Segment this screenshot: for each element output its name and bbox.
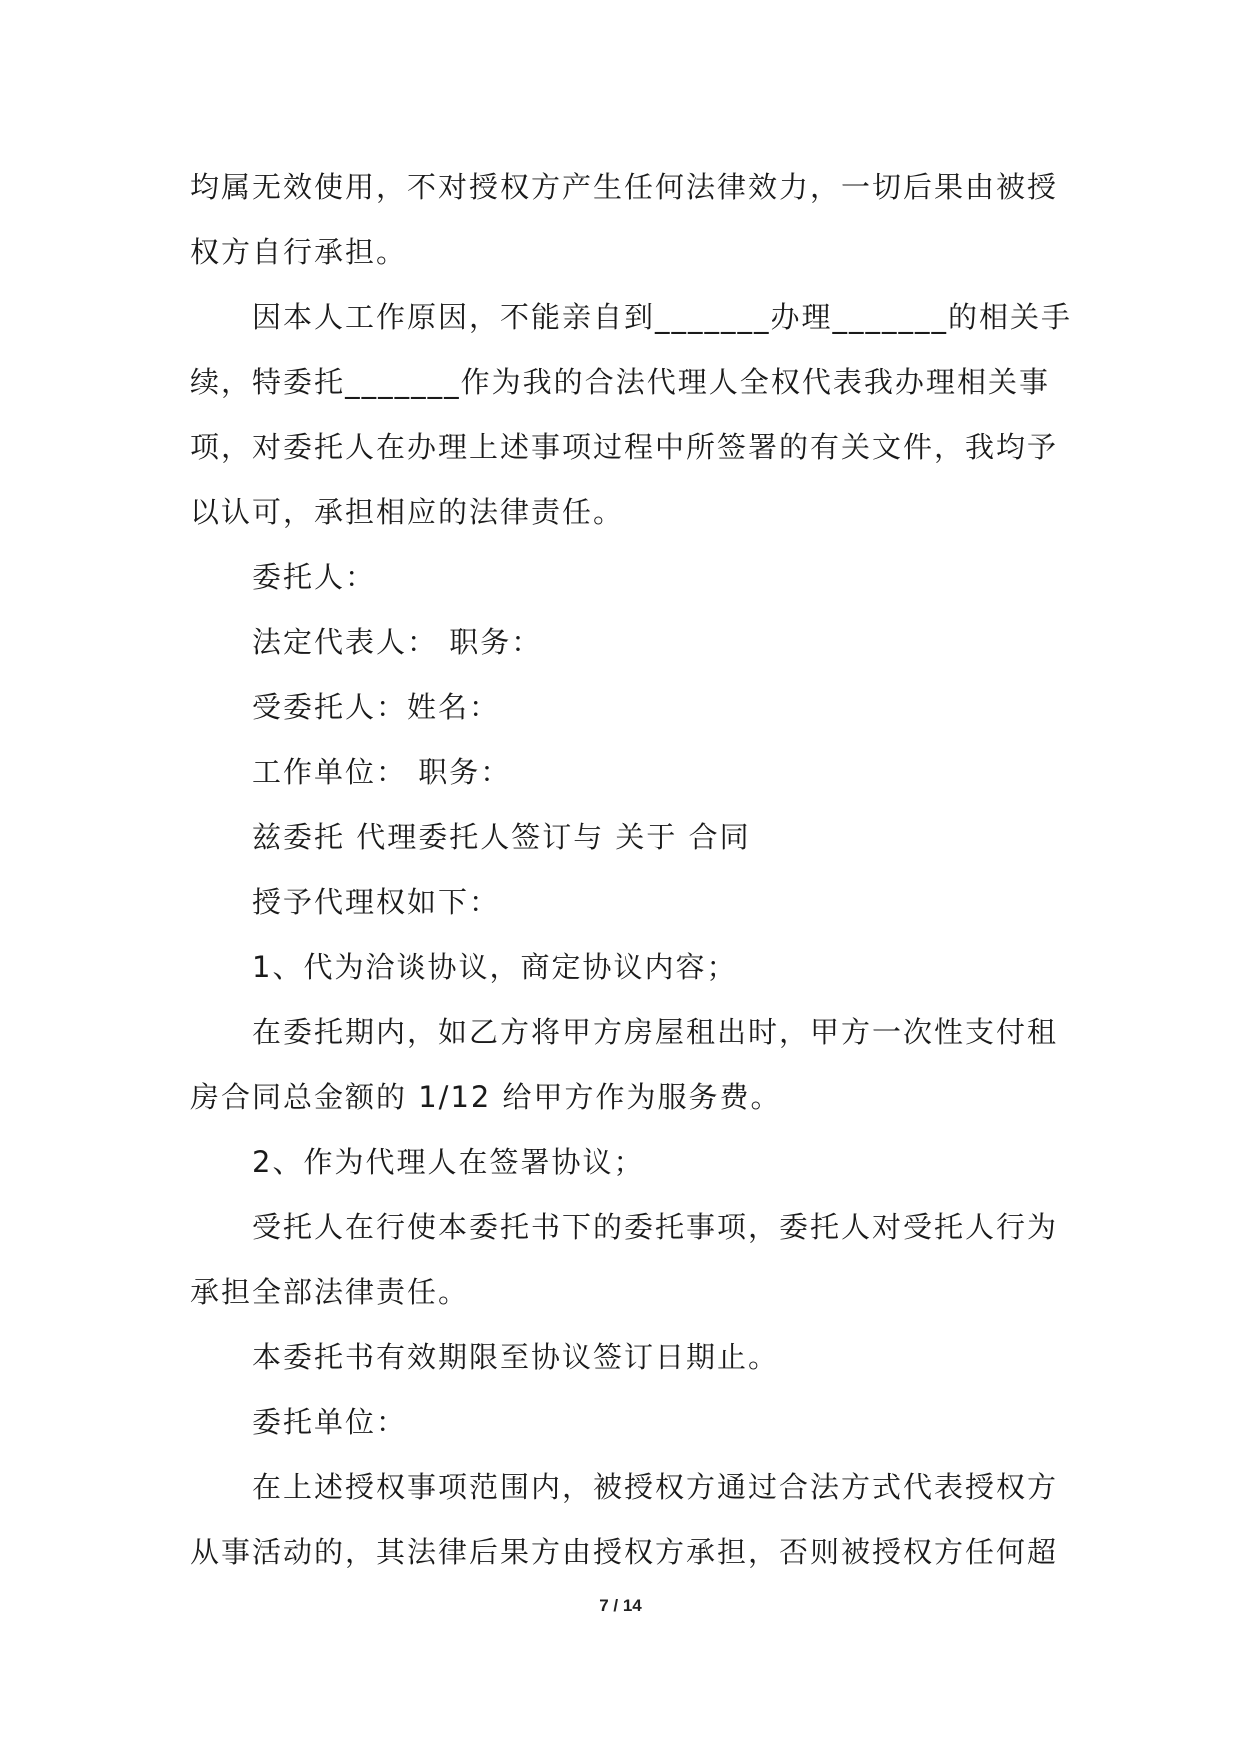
text-line: 权方自行承担。 bbox=[190, 235, 408, 269]
text-line: 本委托书有效期限至协议签订日期止。 bbox=[252, 1340, 780, 1374]
text-line: 法定代表人： 职务： bbox=[252, 625, 543, 659]
text-line: 以认可，承担相应的法律责任。 bbox=[190, 495, 625, 529]
text-line: 1、代为洽谈协议，商定协议内容； bbox=[252, 950, 738, 984]
text-line: 均属无效使用，不对授权方产生任何法律效力，一切后果由被授 bbox=[190, 170, 1059, 204]
text-line: 工作单位： 职务： bbox=[252, 755, 512, 789]
text-line: 在委托期内，如乙方将甲方房屋租出时，甲方一次性支付租 bbox=[252, 1015, 1059, 1049]
text-line: 受托人在行使本委托书下的委托事项，委托人对受托人行为 bbox=[252, 1210, 1059, 1244]
text-line: 从事活动的，其法律后果方由授权方承担，否则被授权方任何超 bbox=[190, 1535, 1059, 1569]
text-line: 兹委托 代理委托人签订与 关于 合同 bbox=[252, 820, 751, 854]
text-line: 承担全部法律责任。 bbox=[190, 1275, 470, 1309]
text-line: 委托单位： bbox=[252, 1405, 408, 1439]
page-number: 7 / 14 bbox=[599, 1596, 642, 1615]
text-line: 因本人工作原因，不能亲自到_______办理_______的相关手 bbox=[252, 300, 1073, 334]
text-line: 项，对委托人在办理上述事项过程中所签署的有关文件，我均予 bbox=[190, 430, 1059, 464]
document-body bbox=[190, 155, 1073, 1585]
text-line: 2、作为代理人在签署协议； bbox=[252, 1145, 645, 1179]
text-line: 在上述授权事项范围内，被授权方通过合法方式代表授权方 bbox=[252, 1470, 1059, 1504]
text-line: 房合同总金额的 1/12 给甲方作为服务费。 bbox=[190, 1080, 782, 1114]
text-line: 授予代理权如下： bbox=[252, 885, 501, 919]
text-line: 受委托人：姓名： bbox=[252, 690, 501, 724]
text-line: 委托人： bbox=[252, 560, 377, 594]
text-line: 续，特委托_______作为我的合法代理人全权代表我办理相关事 bbox=[190, 365, 1050, 399]
